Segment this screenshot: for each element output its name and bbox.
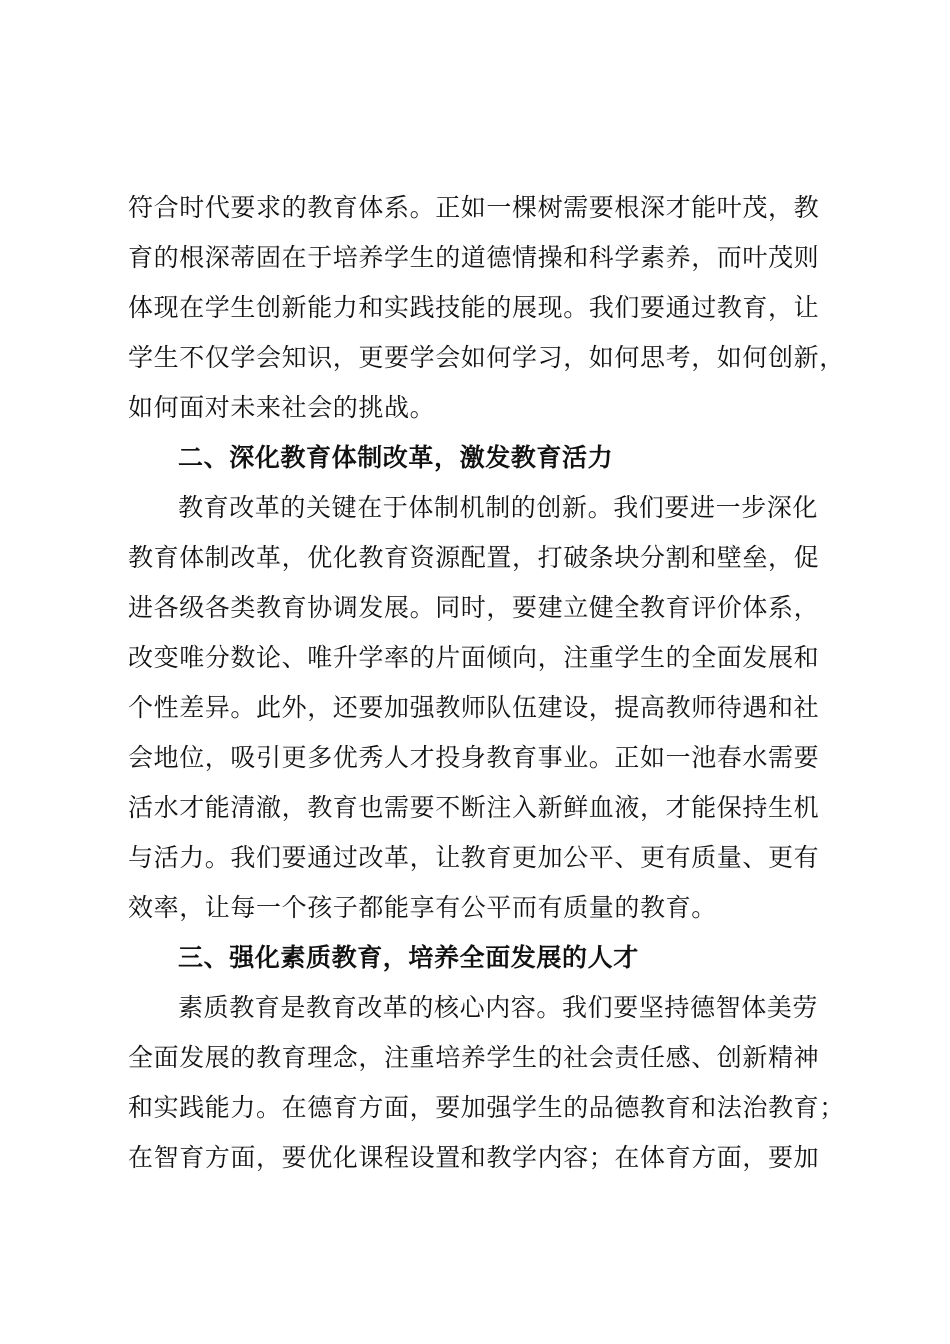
- document-body: [128, 183, 845, 1183]
- paragraph-line: 活水才能清澈，教育也需要不断注入新鲜血液，才能保持生机: [128, 793, 820, 822]
- paragraph-line: 会地位，吸引更多优秀人才投身教育事业。正如一池春水需要: [128, 743, 820, 772]
- paragraph-line: 全面发展的教育理念，注重培养学生的社会责任感、创新精神: [128, 1043, 820, 1072]
- paragraph-line: 学生不仅学会知识，更要学会如何学习，如何思考，如何创新，: [128, 343, 845, 372]
- paragraph-line: 改变唯分数论、唯升学率的片面倾向，注重学生的全面发展和: [128, 643, 820, 672]
- paragraph-line: 与活力。我们要通过改革，让教育更加公平、更有质量、更有: [128, 843, 820, 872]
- paragraph-line: 进各级各类教育协调发展。同时，要建立健全教育评价体系，: [128, 593, 820, 622]
- paragraph-line: 在智育方面，要优化课程设置和教学内容；在体育方面，要加: [128, 1143, 820, 1172]
- paragraph-line: 素质教育是教育改革的核心内容。我们要坚持德智体美劳: [178, 993, 819, 1022]
- paragraph-line: 符合时代要求的教育体系。正如一棵树需要根深才能叶茂，教: [128, 193, 820, 222]
- paragraph-line: 效率，让每一个孩子都能享有公平而有质量的教育。: [128, 893, 717, 922]
- paragraph-line: 个性差异。此外，还要加强教师队伍建设，提高教师待遇和社: [128, 693, 820, 722]
- paragraph-line: 如何面对未来社会的挑战。: [128, 393, 436, 422]
- section-heading: 三、强化素质教育，培养全面发展的人才: [178, 943, 639, 972]
- paragraph-line: 教育体制改革，优化教育资源配置，打破条块分割和壁垒，促: [128, 543, 820, 572]
- paragraph-line: 育的根深蒂固在于培养学生的道德情操和科学素养，而叶茂则: [128, 243, 820, 272]
- paragraph-line: 和实践能力。在德育方面，要加强学生的品德教育和法治教育；: [128, 1093, 845, 1122]
- paragraph-line: 体现在学生创新能力和实践技能的展现。我们要通过教育，让: [128, 293, 820, 322]
- paragraph-line: 教育改革的关键在于体制机制的创新。我们要进一步深化: [178, 493, 819, 522]
- section-heading: 二、深化教育体制改革，激发教育活力: [178, 443, 614, 472]
